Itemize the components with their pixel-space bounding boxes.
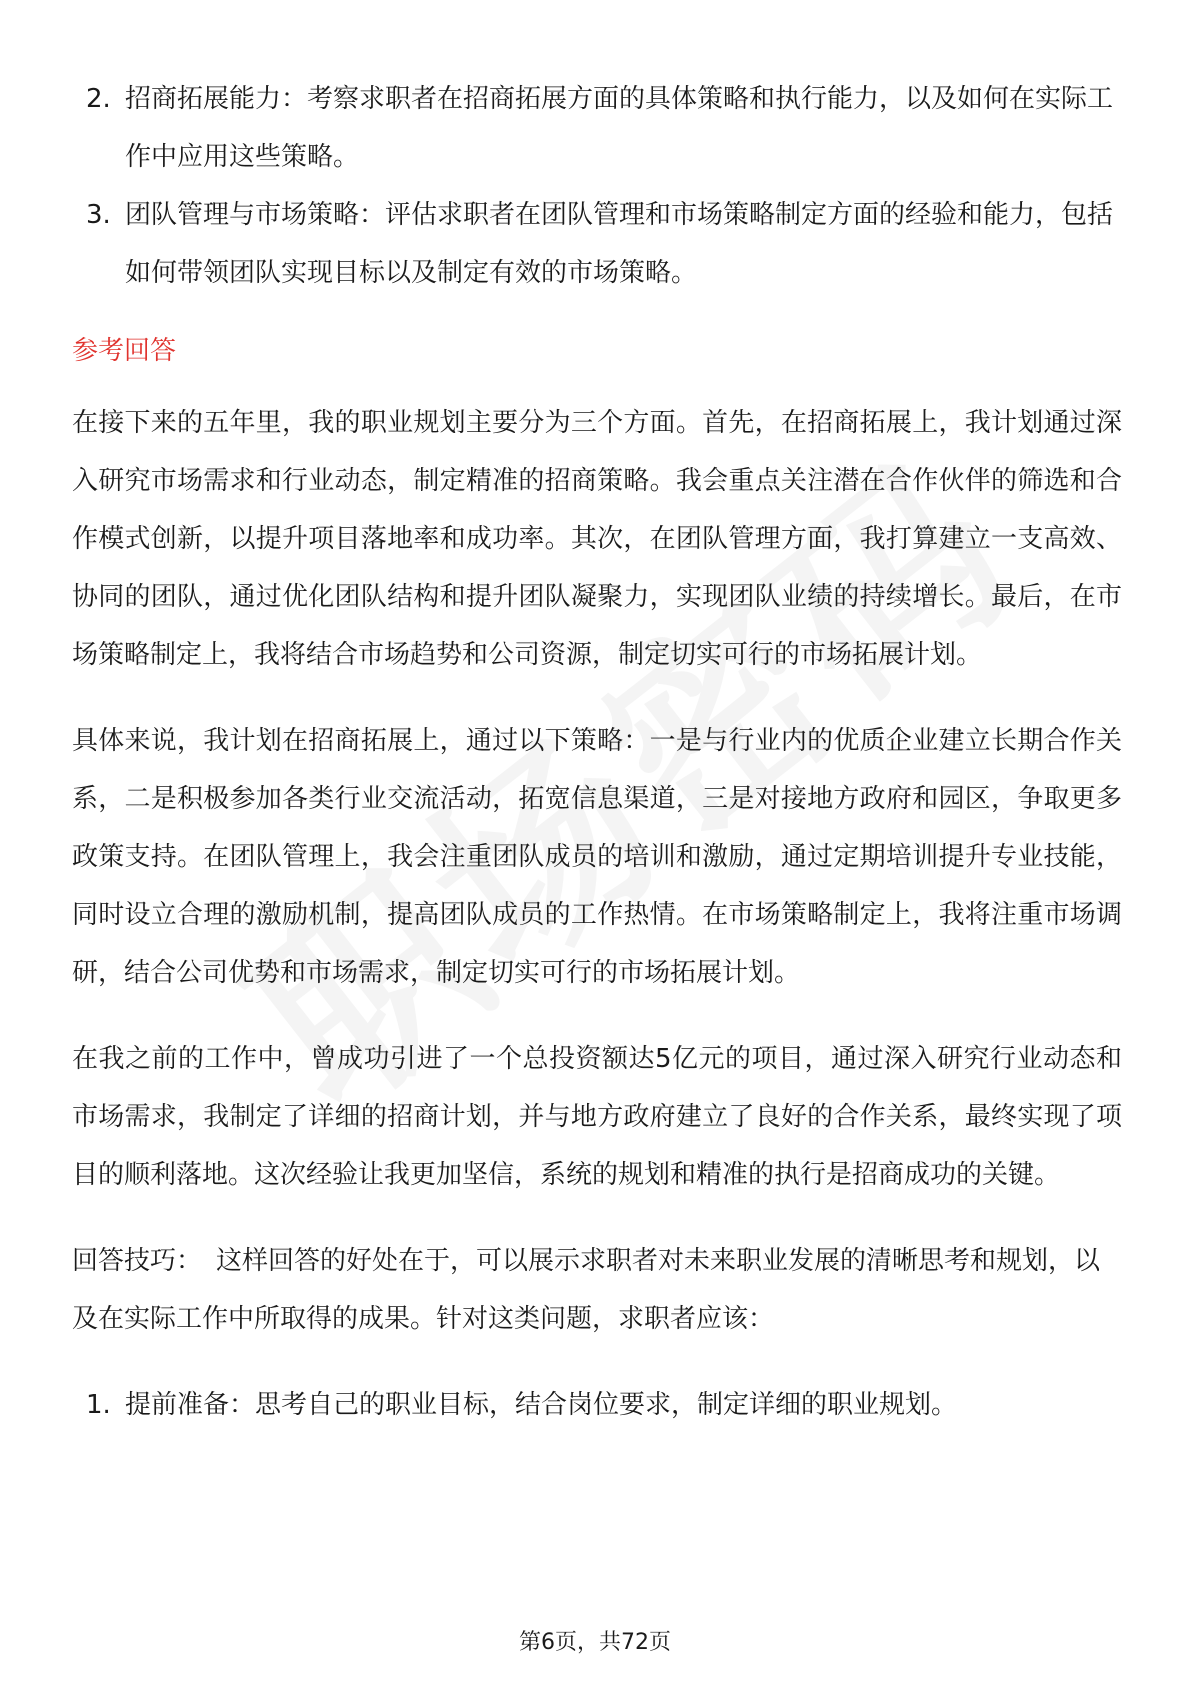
answer-paragraph: 在接下来的五年里，我的职业规划主要分为三个方面。首先，在招商拓展上，我计划通过深入研究市场需求和行业动态，制定精准的招商策略。我会重点关注潜在合作伙伴的筛选和合作模式创新，以提升项目落地率和成功率。其次，在团队管理方面，我打算建立一支高效、协同的团队，通过优化团队结构和提升团队凝聚力，实现团队业绩的持续增长。最后，在市场策略制定上，我将结合市场趋势和公司资源，制定切实可行的市场拓展计划。 <box>72 408 1122 670</box>
list-item-text: 招商拓展能力：考察求职者在招商拓展方面的具体策略和执行能力，以及如何在实际工作中应用这些策略。 <box>125 84 1114 172</box>
list-item <box>72 186 1122 302</box>
list-item <box>72 70 1122 186</box>
answer-tips <box>72 1232 1122 1348</box>
answer-paragraph: 在我之前的工作中，曾成功引进了一个总投资额达5亿元的项目，通过深入研究行业动态和市场需求，我制定了详细的招商计划，并与地方政府建立了良好的合作关系，最终实现了项目的顺利落地。这次经验让我更加坚信，系统的规划和精准的执行是招商成功的关键。 <box>72 1044 1122 1190</box>
tips-text: 这样回答的好处在于，可以展示求职者对未来职业发展的清晰思考和规划，以及在实际工作中所取得的成果。针对这类问题，求职者应该： <box>72 1246 1101 1334</box>
list-item-number: 1. <box>86 1390 111 1420</box>
list-item-number: 2. <box>86 84 111 114</box>
list-item-text: 提前准备：思考自己的职业目标，结合岗位要求，制定详细的职业规划。 <box>125 1390 958 1420</box>
list-item <box>72 1376 1122 1434</box>
page-number: 第6页，共72页 <box>519 1630 671 1655</box>
document-content <box>72 70 1122 1434</box>
tips-label: 回答技巧： <box>72 1246 203 1276</box>
criteria-list <box>72 70 1122 302</box>
list-item-number: 3. <box>86 200 111 230</box>
answer-paragraph: 具体来说，我计划在招商拓展上，通过以下策略：一是与行业内的优质企业建立长期合作关系，二是积极参加各类行业交流活动，拓宽信息渠道，三是对接地方政府和园区，争取更多政策支持。在团队管理上，我会注重团队成员的培训和激励，通过定期培训提升专业技能，同时设立合理的激励机制，提高团队成员的工作热情。在市场策略制定上，我将注重市场调研，结合公司优势和市场需求，制定切实可行的市场拓展计划。 <box>72 726 1122 988</box>
section-title: 参考回答 <box>72 336 177 366</box>
tips-list <box>72 1376 1122 1434</box>
list-item-text: 团队管理与市场策略：评估求职者在团队管理和市场策略制定方面的经验和能力，包括如何带领团队实现目标以及制定有效的市场策略。 <box>125 200 1114 288</box>
